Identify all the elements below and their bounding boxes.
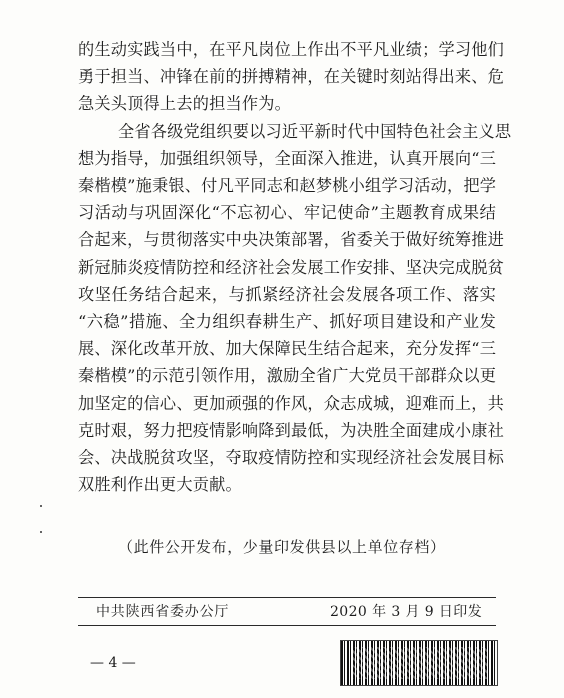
body-line: 秦楷模”施秉银、付凡平同志和赵梦桃小组学习活动，把学 <box>78 176 497 195</box>
body-line: 急关头顶得上去的担当作为。 <box>78 94 292 113</box>
body-line: 习活动与巩固深化“不忘初心、牢记使命”主题教育成果结 <box>78 203 496 222</box>
scan-speck <box>40 505 42 507</box>
body-line: 加坚定的信心、更加顽强的作风，众志成城，迎难而上，共 <box>78 394 505 413</box>
body-line: 会、决战脱贫攻坚，夺取疫情防控和实现经济社会发展目标 <box>78 448 505 467</box>
print-date: 2020 年 3 月 9 日印发 <box>330 604 483 620</box>
body-line: 新冠肺炎疫情防控和经济社会发展工作安排、坚决完成脱贫 <box>78 258 505 277</box>
scan-speck <box>40 531 42 533</box>
footer-top-rule <box>78 597 496 598</box>
publication-note: （此件公开发布，少量印发供县以上单位存档） <box>118 538 446 556</box>
body-line: 展、深化改革开放、加大保障民生结合起来，充分发挥“三 <box>78 339 497 358</box>
body-line: 的生动实践当中，在平凡岗位上作出不平凡业绩；学习他们 <box>78 40 505 59</box>
body-line: 攻坚任务结合起来，与抓紧经济社会发展各项工作、落实 <box>78 285 496 304</box>
body-line: 双胜利作出更大贡献。 <box>78 475 242 494</box>
body-line: 想为指导，加强组织领导，全面深入推进，认真开展向“三 <box>78 149 497 168</box>
page-number: — 4 — <box>90 655 136 671</box>
body-line: 秦楷模”的示范引领作用，激励全省广大党员干部群众以更 <box>78 366 497 385</box>
barcode-icon <box>340 640 498 686</box>
body-line: 全省各级党组织要以习近平新时代中国特色社会主义思 <box>118 122 512 141</box>
body-line: 勇于担当、冲锋在前的拼搏精神，在关键时刻站得出来、危 <box>78 67 505 86</box>
body-line: “六稳”措施、全力组织春耕生产、抓好项目建设和产业发 <box>78 312 496 331</box>
issuer-name: 中共陕西省委办公厅 <box>96 604 230 620</box>
body-line: 克时艰，努力把疫情影响降到最低，为决胜全面建成小康社 <box>78 421 505 440</box>
footer-bottom-rule <box>78 625 496 626</box>
body-line: 合起来，与贯彻落实中央决策部署，省委关于做好统筹推进 <box>78 230 505 249</box>
